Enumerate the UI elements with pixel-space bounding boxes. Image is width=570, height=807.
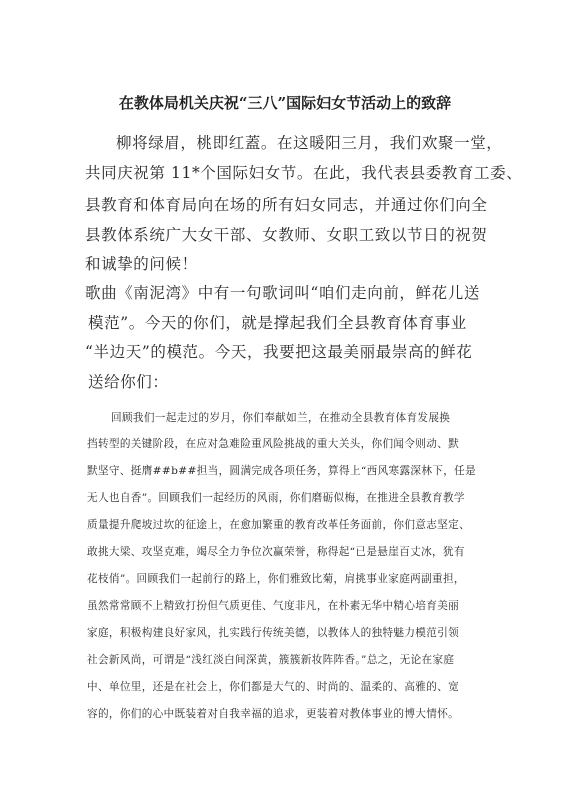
body-line: 容的，你们的心中既装着对自我幸福的追求，更装着对教体事业的博大情怀。 [87,708,460,720]
body-line: 花枝俏”。回顾我们一起前行的路上，你们雅致比菊，肩挑事业家庭两副重担， [87,573,465,585]
intro-line: 送给你们： [88,373,169,391]
body-line: 社会新风尚，可谓是“浅红淡白间深黄，簇簇新妆阵阵香。”总之，无论在家庭 [87,654,455,666]
intro-line: 歌曲《南泥湾》中有一句歌词叫“咱们走向前，鲜花儿送 [85,284,480,302]
body-line: 敢挑大梁、攻坚克难，竭尽全力争位次赢荣誉，称得起“已是悬崖百丈冰，犹有 [87,546,465,558]
body-line: 质量提升爬坡过坎的征途上，在愈加繁重的教育改革任务面前，你们意志坚定、 [87,519,471,531]
intro-line: “半边天”的模范。今天，我要把这最美丽最崇高的鲜花 [85,343,473,361]
document-title: 在教体局机关庆祝“三八”国际妇女节活动上的致辞 [118,94,452,112]
intro-line: 县教体系统广大女干部、女教师、女职工致以节日的祝贺 [85,226,488,244]
body-line: 挡转型的关键阶段，在应对急难险重风险挑战的重大关头，你们闻令则动、默 [87,438,460,450]
intro-line: 柳将绿眉，桃即红蓋。在这暖阳三月，我们欢聚一堂， [116,134,503,152]
body-line: 默坚守、挺膺##b##担当，圆满完成各项任务，算得上“西风寒露深林下，任是 [87,465,477,477]
body-line: 无人也自香”。回顾我们一起经历的风雨，你们磨砺似梅，在推进全县教育教学 [87,492,465,504]
body-line: 家庭，积极构建良好家风，扎实践行传统美德，以教体人的独特魅力模范引领 [87,627,460,639]
intro-line: 共同庆祝第 11*个国际妇女节。在此，我代表县委教育工委、 [85,164,523,182]
intro-line: 和诚挚的问候！ [85,255,198,273]
body-line: 中、单位里，还是在社会上，你们都是大气的、时尚的、温柔的、高雅的、宽 [87,681,460,693]
body-line: 虽然常常顾不上精致打扮但气质更佳、气度非凡，在朴素无华中精心培育美丽 [87,600,460,612]
intro-line: 模范”。今天的你们，就是撑起我们全县教育体育事业 [88,314,467,332]
intro-line: 县教育和体育局向在场的所有妇女同志，并通过你们向全 [85,196,488,214]
body-line: 回顾我们一起走过的岁月，你们奉献如兰，在推动全县教育体育发展换 [111,412,451,424]
